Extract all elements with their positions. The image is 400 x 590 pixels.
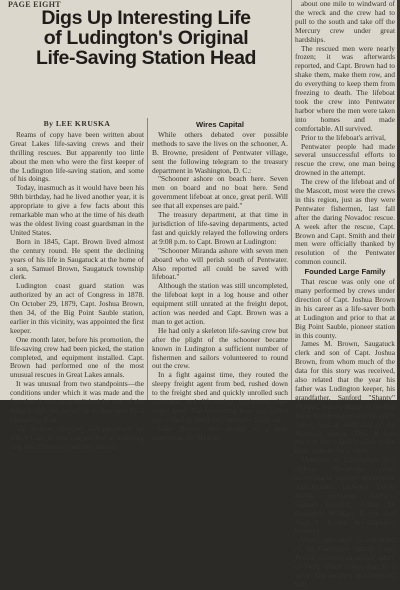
paragraph: That rescue was only one of many performed by crews under direction of Capt. Joshua Brown in his career as a life-saver both at Ludington and prior to that at Big Point Sauble, pioneer station in this county. <box>295 277 395 340</box>
paragraph: Pentwater people had made several unsuccessful efforts to rescue the crew, one man being drowned in the attempt. <box>295 141 395 178</box>
paragraph: When appointed to command of the Ludington station, Capt. Brown received an annual salary of $400, which is less than $8 a week. The surfmen each received $40 <box>295 535 395 589</box>
paragraph: "Schooner Miranda ashore with seven men aboard who will perish south of Pentwater. Also reported all could be saved with lifeboat." <box>152 245 288 282</box>
paragraph: about one mile to windward of the wreck and the crew had to pull to the south and take off the Mercury crew under great hardships. <box>295 0 395 44</box>
paragraph: One month later, before his promotion, the life-saving crew had been picked, the station completed, and equipment installed. Capt. Brown had performed one of the most unusual rescues in Great Lakes annals. <box>10 334 144 380</box>
paragraph: The historic telegram, still preserved, by which Capt. Brown was notified of a sinking ship near Pentwater and the manner <box>10 423 144 451</box>
subhead: Wires Capital <box>195 120 245 129</box>
paragraph: While others debated over possible methods to save the lives on the schooner, A. B. Browne, president of Pentwater village, sent the following telegram to the treasury department in Washington, D. C.: <box>152 129 288 175</box>
page-label: PAGE EIGHT <box>8 0 61 9</box>
paragraph: Reams of copy have been written about Great Lakes life-saving crews and their thrilling rescues. But apparently too little about the men who were the first keeper of the Ludington life-saving station, and some of his doings. <box>10 129 144 184</box>
headline-line-3: Life-Saving Station Head <box>35 47 257 69</box>
paragraph: The crew of the lifeboat and of the Mascott, most were the crews in this region, just as they were Pentwater fishermen, last fall after the daring Novadoc rescue. A week after the rescue, Capt. Brown and Capt. Smith and their men were officially thanked by resolution of the Pentwater common council. <box>295 177 395 267</box>
paragraph: Although the station was still uncompleted, the lifeboat kept in a log house and other equipment still unrated at the freight depot, action was needed and Capt. Brown was a man to get action. <box>152 281 288 326</box>
column-divider <box>291 0 292 400</box>
article-column-2 <box>152 120 288 443</box>
paragraph: James M. Brown, Saugatuck clerk and son of Capt. Joshua Brown, from whom much of the data for this story was received, also related that the year his father was Ludington keeper, his grandfather, Sanford "Shanty" Morgan, was in charge of the Big Point Sauble station and his uncle James, was in command of the Manistee station. Thus it was more or less a family affair in the three stations for a while. <box>295 339 395 456</box>
paragraph: Born in 1845, Capt. Brown lived almost the century round. He spent the declining years of his life in Saugatuck at the home of a son, Samuel Brown, Saugatuck township clerk. <box>10 236 144 282</box>
paragraph: "Schooner ashore on beach here. Seven men on board and no boat here. Send government lifeboat at once, great peril. Will see that all expenses are paid." <box>152 174 288 211</box>
headline <box>8 8 284 68</box>
paragraph: Members of Ludington's first official life-saving crew, according to treasury department authorization, included: David Beebe, Benjamin Ramsey, Samuel Baugker, Arthur D. Goodrich, William Brown and Jesse F. Brown, the captain's brothers. <box>295 455 395 536</box>
paragraph: Ludington coast guard station was authorized by an act of Congress in 1878. On October 29, 1879, Capt. Joshua Brown, then 34, of the Big Point Sauble station, earlier in this vicinity, was appointed the first keeper. <box>10 281 144 335</box>
paragraph: Capt. Brown, then master of a little steamboat, the Mascott, <box>152 423 288 442</box>
byline: By LEE KRUSKA <box>43 119 111 128</box>
paragraph: He had only a skeleton life-saving crew but after the plight of the schooner became known in Ludington a sufficient number of fishermen and sailors volunteered to round out the crew. <box>152 325 288 371</box>
paragraph: In a fight against time, they routed the sleepy freight agent from bed, rushed down to the freight shed and quickly unrolled such apparatus and life-saving equipment they might need. The life-saving boat was pulled out of the log house and hurriedly fitted out. <box>152 370 288 424</box>
paragraph: Prior to the lifeboat's arrival, <box>301 132 386 142</box>
headline-line-1: Digs Up Interesting Life <box>41 7 251 29</box>
column-divider <box>147 118 148 400</box>
subhead: Founded Large Family <box>304 267 386 277</box>
headline-line-2: of Ludington's Original <box>43 27 249 49</box>
paragraph: It was unusual from two standpoints—the conditions under which it was made and the fact that it was accomplished by one of the longest trips on record up to that time by a life-saving boat. <box>10 379 144 424</box>
paragraph: The treasury department, at that time in jurisdiction of life-saving departments, acted fast and quickly relayed the following orders at 9:08 p.m. to Capt. Brown at Ludington: <box>152 210 288 246</box>
article-column-3 <box>295 0 395 590</box>
paragraph: The rescued men were nearly frozen; it was afterwards reported, and Capt. Brown had to shake them, make them row, and do everything to keep them from freezing to death. The lifeboat took the crew into Pentwater harbor where the men were taken into homes and made comfortable. All survived. <box>295 43 395 133</box>
article-column-1 <box>10 120 144 452</box>
paragraph: Today, inasmuch as it would have been his 98th birthday, had he lived another year, it is appropriate to give a few facts about this remarkable man who at the time of his death was the oldest living coast guardsman in the United States. <box>10 183 144 237</box>
